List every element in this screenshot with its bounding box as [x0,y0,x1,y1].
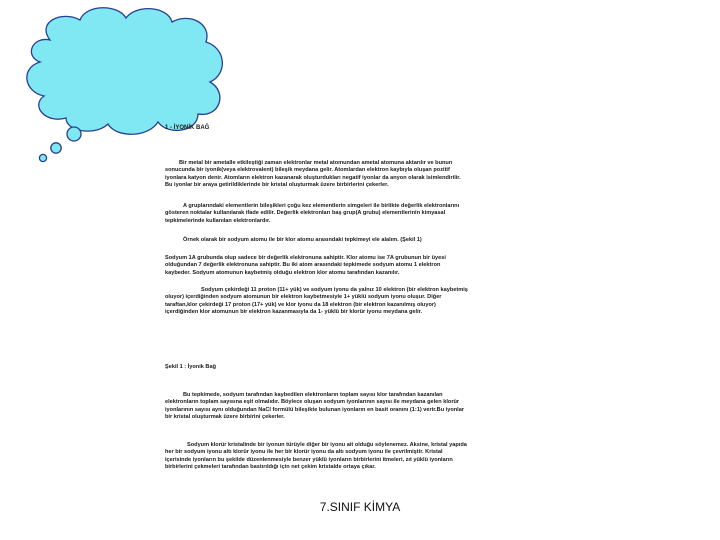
paragraph-1 [165,160,461,189]
paragraph-line: Bir metal bir ametalle etkileştiği zaman elektronlar metal atomundan ametal atomuna aktarılır ve bunun [179,160,453,166]
paragraph-line: elektronların toplam sayısına eşit olmalıdır. Böylece oluşan sodyum iyonlarının sayısı ile meydana gelen klorür [165,399,460,406]
paragraph-line: oluyor) içerdiğinden sodyum atomunun bir elektron kaybetmesiyle 1+ yüklü sodyum iyonu oluşur. Diğer [165,294,442,301]
paragraph-line: iyonlarının sayısı aynı olduğundan NaCl formülü bileşikte bulunan iyonların en basit oranını (1:1) verir.Bu iyonlar [165,406,465,413]
paragraph-line: Bu iyonlar bir araya getirildiklerinde bir kristal oluşturmak üzere birbirlerini çekerler. [165,181,389,188]
paragraph-line: birbirlerini çekmeleri tarafından bastırıldığı için net çekim kristalde ortaya çıkar. [165,463,376,470]
paragraph-line: A gruplarındaki elementlerin bileşikleri çoğu kez elementlerin simgeleri ile birlikte değerlik elektronlarını [183,203,460,209]
paragraph-6 [165,392,464,421]
paragraph-7 [165,442,467,471]
paragraph-line: gösteren noktalar kullanılarak ifade edilir. Değerlik elektronları baş grup(A grubu) elementlerinin kimyasal [165,210,446,217]
figure-caption: Şekil 1 : İyonik Bağ [165,364,216,370]
paragraph-line: Örnek olarak bir sodyum atomu ile bir klor atomu arasındaki tepkimeyi ele alalım. (Şekil 1) [183,237,422,243]
paragraph-3 [183,237,422,244]
paragraph-line: her bir sodyum iyonu altı klorür iyonu ile her bir klorür iyonu da altı sodyum iyonu ile çevrilmiştir. Kristal [165,449,443,456]
paragraph-line: iyonlara katyon denir. Atomların elektron kazanarak oluşturdukları negatif iyonlar da anyon olarak isimlendirilir. [165,174,461,181]
paragraph-line: Sodyum çekirdeği 11 proton (11+ yük) ve sodyum iyonu da yalnız 10 elektron (bir elektron kaybetmiş [201,287,468,293]
paragraph-line: içerisinde iyonların bu şekilde düzenlenmesiyle benzer yüklü iyonların birbirlerini itmeleri, zıt yüklü iyonların [165,456,453,463]
paragraph-line: tepkimelerinde kullanılan elektronlardır. [165,217,271,224]
paragraph-line: bir kristal oluşturmak üzere birbirini çekerler. [165,413,285,420]
paragraph-line: taraftan,klor çekirdeği 17 proton (17+ yük) ve klor iyonu da 18 elektron (bir elektron kazanılmış oluyor) [165,301,436,308]
paragraph-line: içerdiğinden klor atomunun bir elektron kazanmasıyla da 1- yüklü bir klorür iyonu meydana gelir. [165,308,423,315]
paragraph-4 [165,255,446,277]
paragraph-line: Sodyum klorür kristalinde bir iyonun türüyle diğer bir iyonu ait olduğu söylenemez. Aksine, kristal yapıda [187,442,467,448]
paragraph-2 [165,203,459,225]
paragraph-line: Bu tepkimede, sodyum tarafından kaybedilen elektronların toplam sayısı klor tarafından kazanılan [183,392,443,398]
paragraph-5 [165,287,468,316]
footer-title: 7.SINIF KİMYA [319,500,401,514]
paragraph-line: Sodyum 1A grubunda olup sadece bir değerlik elektronuna sahiptir. Klor atomu ise 7A grubunun bir üyesi [165,255,446,261]
paragraph-line: olduğundan 7 değerlik elektronuna sahiptir. Bu iki atom arasındaki tepkimede sodyum atomu 1 elektron [165,262,441,269]
paragraph-line: kaybeder. Sodyum atomunun kaybetmiş olduğu elektron klor atomu tarafından kazanılır. [165,269,400,276]
paragraph-line: sonucunda bir iyonik(veya elektrovalent) bileşik meydana gelir. Atomlardan elektron kaybıyla oluşan pozitif [165,167,450,174]
section-heading: 1 - İYONİK BAĞ [165,125,210,131]
